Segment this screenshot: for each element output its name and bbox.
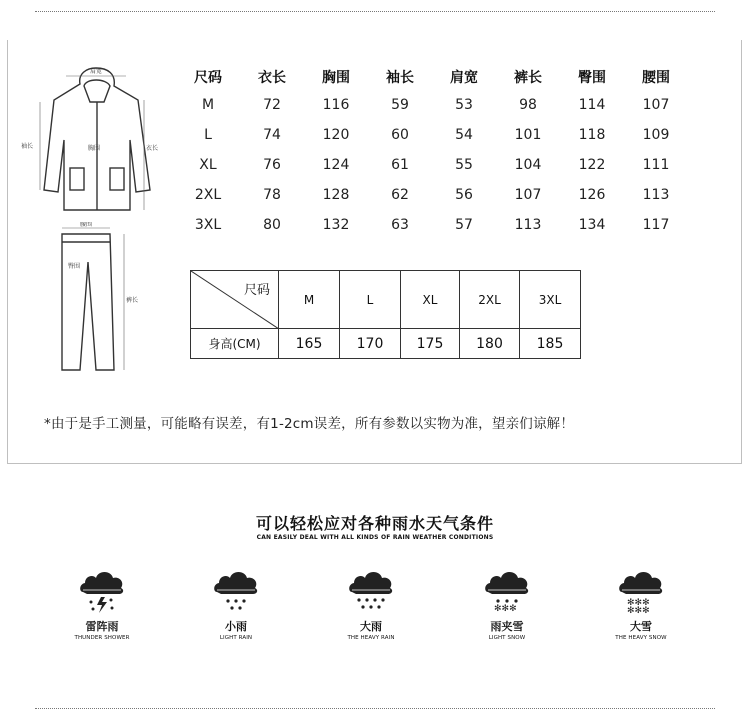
table-cell: M bbox=[201, 97, 215, 113]
chest-label: 胸围 bbox=[88, 145, 101, 152]
thunder-shower-icon bbox=[77, 564, 127, 614]
weather-item-light-rain bbox=[191, 564, 281, 641]
table-cell: 113 bbox=[514, 217, 542, 233]
table-cell: 59 bbox=[391, 97, 409, 113]
table-cell: 62 bbox=[391, 187, 409, 203]
table-cell: 116 bbox=[322, 97, 350, 113]
size-chart-header-row bbox=[176, 64, 688, 90]
weather-item-en: THE HEAVY RAIN bbox=[347, 635, 395, 641]
table-cell: 98 bbox=[519, 97, 537, 113]
table-cell: 107 bbox=[642, 97, 670, 113]
table-cell: 118 bbox=[578, 127, 606, 143]
weather-item-light-snow bbox=[462, 564, 552, 641]
table-cell: 126 bbox=[578, 187, 606, 203]
header-length: 衣长 bbox=[258, 70, 286, 86]
header-chest: 胸围 bbox=[322, 70, 350, 86]
table-cell: 128 bbox=[322, 187, 350, 203]
table-cell: 114 bbox=[578, 97, 606, 113]
table-cell: 185 bbox=[520, 329, 581, 359]
table-cell: 109 bbox=[642, 127, 670, 143]
corner-label: 尺码 bbox=[243, 283, 270, 298]
svg-text:✻✻✻: ✻✻✻ bbox=[627, 598, 650, 608]
table-cell: 72 bbox=[263, 97, 281, 113]
table-row bbox=[176, 90, 688, 120]
table-cell: 120 bbox=[322, 127, 350, 143]
table-cell: 57 bbox=[455, 217, 473, 233]
header-sleeve: 袖长 bbox=[386, 70, 414, 86]
table-cell: 55 bbox=[455, 157, 473, 173]
table-cell: 76 bbox=[263, 157, 281, 173]
weather-item-name: 大雪 bbox=[630, 620, 652, 633]
table-cell: 132 bbox=[322, 217, 350, 233]
table-cell: 74 bbox=[263, 127, 281, 143]
length-label: 衣长 bbox=[146, 145, 159, 152]
table-cell: 107 bbox=[514, 187, 542, 203]
measurement-note: *由于是手工测量，可能略有误差，有1-2cm误差，所有参数以实物为准，望亲们谅解！ bbox=[44, 416, 575, 432]
header-size: 尺码 bbox=[194, 70, 222, 86]
header-waist: 腰围 bbox=[642, 70, 670, 86]
table-cell: 101 bbox=[514, 127, 542, 143]
table-cell: 80 bbox=[263, 217, 281, 233]
table-cell: 78 bbox=[263, 187, 281, 203]
jacket-diagram bbox=[18, 60, 168, 220]
table-cell: 134 bbox=[578, 217, 606, 233]
size-chart-table bbox=[176, 64, 688, 240]
table-cell: 61 bbox=[391, 157, 409, 173]
weather-item-en: LIGHT RAIN bbox=[219, 635, 253, 641]
weather-item-name: 雷阵雨 bbox=[85, 620, 119, 633]
pants-diagram bbox=[40, 222, 140, 382]
weather-item-en: THUNDER SHOWER bbox=[74, 635, 130, 641]
weather-item-thunder-shower bbox=[57, 564, 147, 641]
table-cell: 54 bbox=[455, 127, 473, 143]
weather-item-name: 大雨 bbox=[360, 620, 382, 633]
corner-cell bbox=[191, 271, 279, 329]
header-pant-length: 裤长 bbox=[514, 70, 542, 86]
light-snow-icon bbox=[482, 564, 532, 614]
table-cell: 2XL bbox=[460, 271, 520, 329]
table-row bbox=[176, 120, 688, 150]
waist-label: 腰围 bbox=[80, 222, 93, 228]
svg-text:✻✻✻: ✻✻✻ bbox=[494, 604, 517, 614]
table-cell: M bbox=[279, 271, 340, 329]
height-table-size-row bbox=[191, 271, 581, 329]
sleeve-label: 袖长 bbox=[21, 143, 34, 150]
header-hip: 臀围 bbox=[578, 70, 606, 86]
table-cell: 2XL bbox=[194, 187, 222, 203]
weather-item-name: 小雨 bbox=[225, 620, 247, 633]
table-row bbox=[176, 210, 688, 240]
table-cell: 175 bbox=[401, 329, 460, 359]
table-cell: 124 bbox=[322, 157, 350, 173]
table-cell: 3XL bbox=[520, 271, 581, 329]
weather-item-en: LIGHT SNOW bbox=[488, 635, 526, 641]
row-label: 身高(CM) bbox=[191, 329, 279, 359]
weather-title: 可以轻松应对各种雨水天气条件 bbox=[255, 514, 494, 533]
table-cell: 56 bbox=[455, 187, 473, 203]
table-cell: 117 bbox=[642, 217, 670, 233]
weather-item-en: THE HEAVY SNOW bbox=[615, 635, 667, 641]
table-cell: 180 bbox=[460, 329, 520, 359]
hip-label: 臀围 bbox=[68, 263, 81, 270]
table-row bbox=[176, 180, 688, 210]
table-cell: XL bbox=[199, 157, 217, 173]
top-dotted-divider bbox=[35, 11, 715, 12]
table-cell: 60 bbox=[391, 127, 409, 143]
table-cell: XL bbox=[401, 271, 460, 329]
bottom-dotted-divider bbox=[35, 708, 715, 709]
weather-item-name: 雨夹雪 bbox=[490, 620, 524, 633]
weather-subtitle: CAN EASILY DEAL WITH ALL KINDS OF RAIN WEATHER CONDITIONS bbox=[256, 534, 494, 541]
header-shoulder: 肩宽 bbox=[450, 70, 478, 86]
table-cell: 53 bbox=[455, 97, 473, 113]
table-cell: 122 bbox=[578, 157, 606, 173]
height-table-height-row bbox=[191, 329, 581, 359]
heavy-rain-icon bbox=[346, 564, 396, 614]
pant-length-label: 裤长 bbox=[126, 297, 139, 304]
heavy-snow-icon bbox=[616, 564, 666, 614]
table-cell: 170 bbox=[340, 329, 401, 359]
table-cell: 3XL bbox=[194, 217, 222, 233]
table-cell: 111 bbox=[642, 157, 670, 173]
svg-text:✻✻✻: ✻✻✻ bbox=[627, 606, 650, 614]
table-cell: 104 bbox=[514, 157, 542, 173]
table-cell: 63 bbox=[391, 217, 409, 233]
table-cell: L bbox=[340, 271, 401, 329]
table-row bbox=[176, 150, 688, 180]
table-cell: 165 bbox=[279, 329, 340, 359]
shoulder-label: 肩宽 bbox=[90, 68, 103, 75]
height-table bbox=[190, 270, 581, 359]
light-rain-icon bbox=[211, 564, 261, 614]
weather-item-heavy-snow bbox=[596, 564, 686, 641]
table-cell: L bbox=[204, 127, 212, 143]
table-cell: 113 bbox=[642, 187, 670, 203]
weather-item-heavy-rain bbox=[326, 564, 416, 641]
